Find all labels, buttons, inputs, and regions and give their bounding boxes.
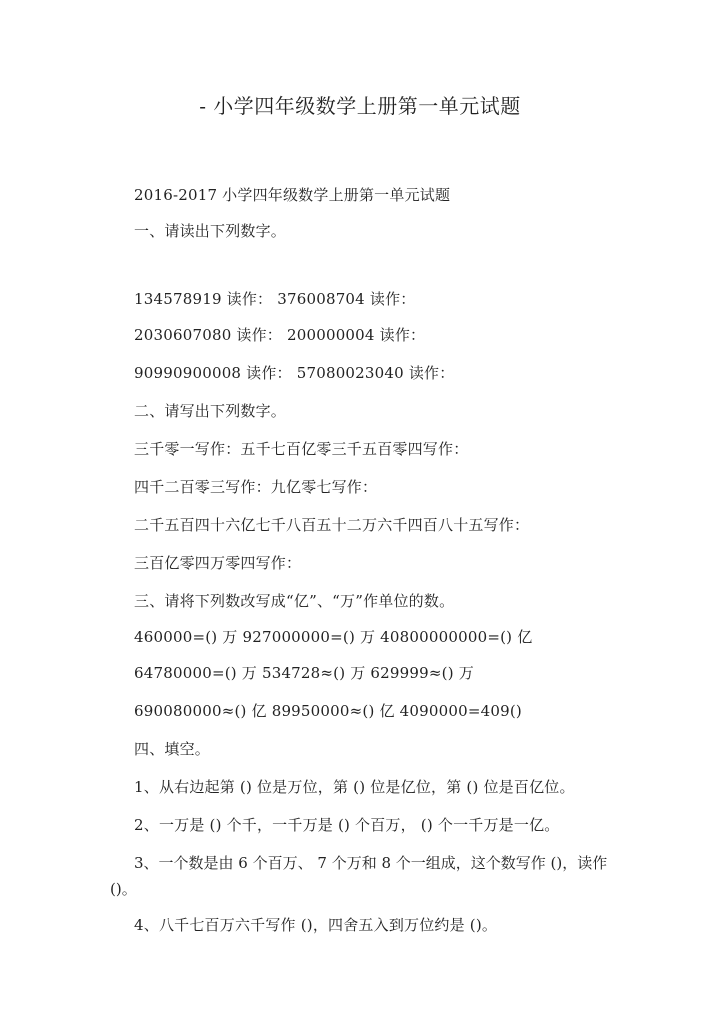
- document-subtitle: 2016-2017 小学四年级数学上册第一单元试题: [134, 186, 451, 204]
- fill-blank-item-3: 3、一个数是由 6 个百万、 7 个万和 8 个一组成，这个数写作 ()，读作 ()。: [110, 854, 608, 898]
- write-numbers-line-4: 三百亿零四万零四写作：: [134, 554, 302, 572]
- write-numbers-line-1: 三千零一写作：五千七百亿零三千五百零四写作：: [134, 440, 469, 458]
- rewrite-units-line-3: 690080000≈() 亿 89950000≈() 亿 4090000=409(): [134, 702, 522, 720]
- section-1-heading: 一、请读出下列数字。: [134, 222, 287, 240]
- read-numbers-line-2: 2030607080 读作： 200000004 读作：: [134, 326, 426, 344]
- rewrite-units-line-1: 460000=() 万 927000000=() 万 40800000000=() 亿: [134, 628, 533, 646]
- document-title: - 小学四年级数学上册第一单元试题: [199, 94, 521, 118]
- section-4-heading: 四、填空。: [134, 740, 211, 758]
- rewrite-units-line-2: 64780000=() 万 534728≈() 万 629999≈() 万: [134, 664, 474, 682]
- read-numbers-line-3: 90990900008 读作： 57080023040 读作：: [134, 364, 455, 382]
- fill-blank-item-4: 4、八千七百万六千写作 ()，四舍五入到万位约是 ()。: [134, 916, 498, 934]
- read-numbers-line-1: 134578919 读作： 376008704 读作：: [134, 290, 416, 308]
- fill-blank-item-1: 1、从右边起第 () 位是万位，第 () 位是亿位，第 () 位是百亿位。: [134, 778, 575, 796]
- fill-blank-item-2: 2、一万是 () 个千，一千万是 () 个百万， () 个一千万是一亿。: [134, 816, 560, 834]
- write-numbers-line-3: 二千五百四十六亿七千八百五十二万六千四百八十五写作：: [134, 516, 530, 534]
- write-numbers-line-2: 四千二百零三写作：九亿零七写作：: [134, 478, 378, 496]
- section-3-heading: 三、请将下列数改写成“亿”、“万”作单位的数。: [134, 592, 455, 610]
- section-2-heading: 二、请写出下列数字。: [134, 402, 287, 420]
